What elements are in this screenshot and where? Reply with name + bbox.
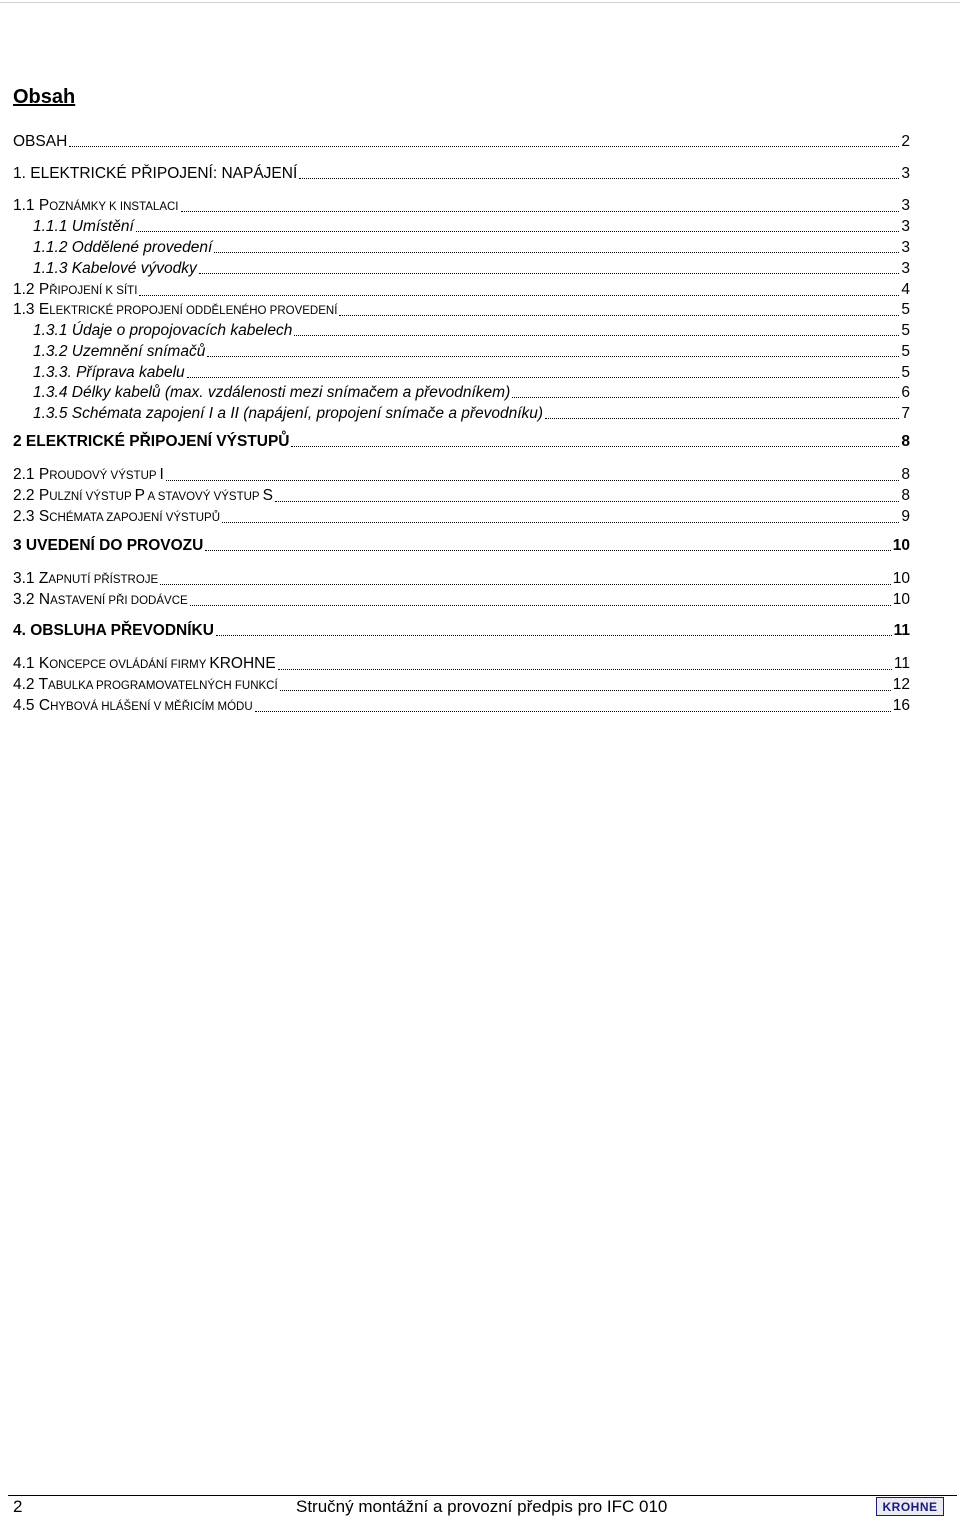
toc-leader-dots — [139, 294, 899, 296]
toc-leader-dots — [205, 549, 890, 551]
toc-leader-dots — [294, 334, 899, 336]
toc-page-number: 8 — [901, 433, 910, 450]
toc-leader-dots — [280, 689, 891, 691]
toc-leader-dots — [207, 355, 899, 357]
toc-page-number: 5 — [901, 364, 910, 381]
toc-entry[interactable] — [13, 197, 910, 216]
toc-entry[interactable] — [13, 591, 910, 610]
toc-page-number: 5 — [901, 301, 910, 318]
toc-entry-title: 1.1.2 Oddělené provedení — [33, 239, 213, 256]
toc-entry[interactable] — [13, 697, 910, 716]
toc-entry[interactable] — [13, 165, 910, 183]
toc-leader-dots — [214, 251, 899, 253]
toc-entry-title: 1.3.5 Schémata zapojení I a II (napájení, propojení snímače a převodníku) — [33, 405, 544, 422]
toc-entry-title: 4. OBSLUHA PŘEVODNÍKU — [13, 622, 214, 639]
toc-entry-title: 2.2 PULZNÍ VÝSTUP P A STAVOVÝ VÝSTUP S — [13, 487, 273, 504]
toc-entry[interactable] — [13, 487, 910, 506]
toc-entry[interactable] — [33, 343, 910, 361]
toc-entry[interactable] — [13, 676, 910, 695]
toc-page-number: 4 — [901, 281, 910, 298]
toc-leader-dots — [545, 417, 899, 419]
toc-entry-title: 1.1.3 Kabelové vývodky — [33, 260, 197, 277]
toc-entry-title: 3.1 ZAPNUTÍ PŘÍSTROJE — [13, 570, 159, 587]
toc-page-number: 10 — [892, 537, 910, 554]
footer-page-number: 2 — [13, 1497, 23, 1516]
toc-entry[interactable] — [13, 466, 910, 485]
toc-entry-title: 1.3.2 Uzemnění snímačů — [33, 343, 206, 360]
toc-leader-dots — [166, 479, 900, 481]
toc-page-number: 11 — [893, 655, 910, 672]
toc-leader-dots — [299, 177, 899, 179]
toc-page-number: 3 — [901, 239, 910, 256]
top-rule — [0, 2, 960, 3]
toc-entry-title: OBSAH — [13, 133, 68, 150]
toc-leader-dots — [187, 376, 900, 378]
toc-page-number: 7 — [901, 405, 910, 422]
toc-page-number: 5 — [901, 322, 910, 339]
toc-entry-title: 1.3.3. Příprava kabelu — [33, 364, 185, 381]
page-title: Obsah — [13, 86, 76, 108]
toc-leader-dots — [190, 604, 891, 606]
toc-entry-title: 4.5 CHYBOVÁ HLÁŠENÍ V MĚŘICÍM MÓDU — [13, 697, 253, 714]
toc-entry[interactable] — [13, 508, 910, 527]
toc-page-number: 9 — [901, 508, 910, 525]
toc-leader-dots — [199, 272, 900, 274]
toc-page-number: 16 — [892, 697, 910, 714]
toc-entry[interactable] — [13, 133, 910, 151]
toc-page-number: 8 — [901, 487, 910, 504]
toc-leader-dots — [291, 445, 899, 447]
toc-page-number: 8 — [901, 466, 910, 483]
toc-entry[interactable] — [33, 239, 910, 257]
toc-entry-title: 1.3.4 Délky kabelů (max. vzdálenosti mezi snímačem a převodníkem) — [33, 384, 511, 401]
toc-entry-title: 4.1 KONCEPCE OVLÁDÁNÍ FIRMY KROHNE — [13, 655, 276, 672]
toc-page-number: 2 — [901, 133, 910, 150]
toc-page-number: 10 — [892, 570, 910, 587]
toc-leader-dots — [339, 314, 899, 316]
toc-entry-title: 1.3 ELEKTRICKÉ PROPOJENÍ ODDĚLENÉHO PROVEDENÍ — [13, 301, 338, 318]
toc-entry[interactable] — [13, 537, 910, 555]
toc-page-number: 5 — [901, 343, 910, 360]
toc-page-number: 12 — [892, 676, 910, 693]
toc-leader-dots — [255, 710, 891, 712]
toc-leader-dots — [136, 230, 900, 232]
toc-entry-title: 1.1 POZNÁMKY K INSTALACI — [13, 197, 179, 214]
toc-page-number: 11 — [893, 622, 910, 639]
toc-leader-dots — [181, 210, 900, 212]
toc-leader-dots — [160, 583, 891, 585]
krohne-logo — [876, 1497, 944, 1516]
toc-page-number: 3 — [901, 218, 910, 235]
toc-entry[interactable] — [33, 322, 910, 340]
toc-page-number: 3 — [901, 165, 910, 182]
footer-rule — [8, 1495, 957, 1496]
toc-entry-title: 3 UVEDENÍ DO PROVOZU — [13, 537, 204, 554]
toc-entry-title: 1.2 PŘIPOJENÍ K SÍTI — [13, 281, 138, 298]
toc-entry[interactable] — [13, 433, 910, 451]
toc-entry-title: 3.2 NASTAVENÍ PŘI DODÁVCE — [13, 591, 188, 608]
toc-leader-dots — [278, 668, 892, 670]
toc-leader-dots — [222, 521, 899, 523]
toc-entry[interactable] — [33, 405, 910, 423]
toc-entry-title: 1.1.1 Umístění — [33, 218, 134, 235]
toc-entry[interactable] — [13, 570, 910, 589]
toc-entry-title: 2 ELEKTRICKÉ PŘIPOJENÍ VÝSTUPŮ — [13, 433, 290, 450]
toc-entry[interactable] — [13, 301, 910, 320]
toc-leader-dots — [216, 634, 892, 636]
toc-page-number: 3 — [901, 260, 910, 277]
toc-entry[interactable] — [33, 384, 910, 402]
toc-entry[interactable] — [13, 655, 910, 674]
toc-entry[interactable] — [33, 218, 910, 236]
toc-leader-dots — [69, 145, 899, 147]
toc-page-number: 3 — [901, 197, 910, 214]
toc-entry-title: 1. ELEKTRICKÉ PŘIPOJENÍ: NAPÁJENÍ — [13, 165, 298, 182]
toc-page-number: 6 — [901, 384, 910, 401]
toc-entry-title: 1.3.1 Údaje o propojovacích kabelech — [33, 322, 293, 339]
toc-leader-dots — [512, 396, 899, 398]
toc-entry-title: 4.2 TABULKA PROGRAMOVATELNÝCH FUNKCÍ — [13, 676, 278, 693]
toc-entry[interactable] — [33, 260, 910, 278]
toc-entry[interactable] — [13, 622, 910, 640]
toc-page-number: 10 — [892, 591, 910, 608]
toc-entry[interactable] — [13, 281, 910, 300]
toc-entry-title: 2.1 PROUDOVÝ VÝSTUP I — [13, 466, 164, 483]
logo-text: KROHNE — [882, 1499, 938, 1514]
footer-title: Stručný montážní a provozní předpis pro IFC 010 — [296, 1497, 668, 1516]
toc-entry-title: 2.3 SCHÉMATA ZAPOJENÍ VÝSTUPŮ — [13, 508, 221, 525]
toc-leader-dots — [275, 500, 899, 502]
toc-entry[interactable] — [33, 364, 910, 382]
